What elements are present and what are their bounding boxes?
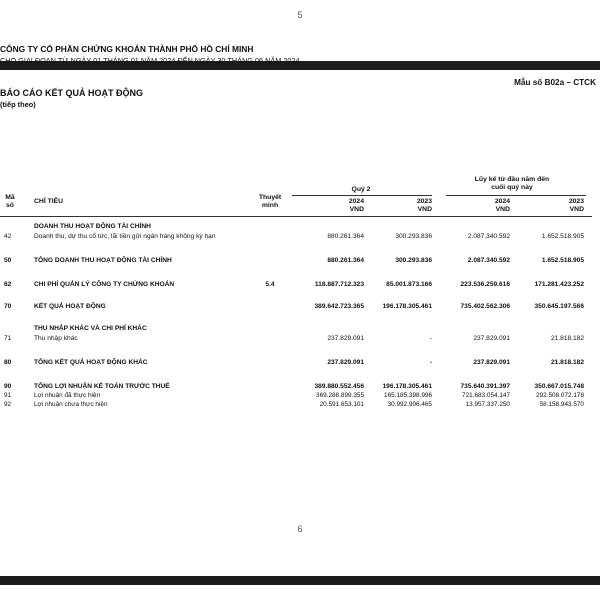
company-name: CÔNG TY CỔ PHẦN CHỨNG KHOÁN THÀNH PHỐ HỒ CHÍ MINH	[0, 44, 254, 54]
table-row: THU NHẬP KHÁC VÀ CHI PHÍ KHÁC	[34, 325, 147, 332]
header-q-2024-unit: VND	[349, 206, 364, 213]
table-row: 90 TỔNG LỢI NHUẬN KẾ TOÁN TRƯỚC THUẾ 389.880.552.456 196.178.305.461 735.640.391.397 350.667.015.748	[4, 383, 584, 390]
header-code: Mã số	[5, 194, 15, 209]
header-bottom-rule	[0, 216, 592, 217]
table-row: 62 CHI PHÍ QUẢN LÝ CÔNG TY CHỨNG KHOÁN 5.4 118.887.712.323 85.001.873.166 223.536.259.616 171.281.423.252	[4, 281, 584, 288]
header-quarter: Quý 2	[351, 186, 371, 193]
header-q-2024: 2024	[348, 198, 364, 205]
header-q-2023-unit: VND	[417, 206, 432, 213]
header-ytd-2024-unit: VND	[495, 206, 510, 213]
table-row: 92 Lợi nhuận chưa thực hiện 20.591.653.101 30.992.906.465 13.957.337.250 58.158.943.570	[4, 401, 584, 408]
page-number-top: 5	[297, 10, 303, 20]
table-row: 70 KẾT QUẢ HOẠT ĐỘNG 389.642.723.365 196.178.305.461 735.402.562.306 350.645.197.566	[4, 303, 584, 310]
page-number-bottom: 6	[297, 524, 303, 534]
header-ytd-2023: 2023	[568, 198, 584, 205]
header-item: CHỈ TIÊU	[34, 198, 64, 205]
header-quarter-rule	[292, 195, 432, 196]
header-note: Thuyết minh	[258, 194, 282, 209]
table-row: 91 Lợi nhuận đã thực hiện 369.288.899.355 165.185.398.996 721.683.054.147 292.508.072.178	[4, 392, 584, 399]
report-title: BÁO CÁO KẾT QUẢ HOẠT ĐỘNG	[0, 88, 143, 98]
table-row: 80 TỔNG KẾT QUẢ HOẠT ĐỘNG KHÁC 237.829.091 - 237.829.091 21.818.182	[4, 359, 584, 366]
table-row: 50 TỔNG DOANH THU HOẠT ĐỘNG TÀI CHÍNH 880.261.364 300.293.836 2.087.340.592 1.652.518.905	[4, 257, 584, 264]
document-page	[0, 44, 600, 530]
table-row: 71 Thu nhập khác 237.829.091 - 237.829.091 21.818.182	[4, 335, 584, 342]
table-row: DOANH THU HOẠT ĐỘNG TÀI CHÍNH	[34, 223, 151, 230]
report-subtitle: (tiếp theo)	[0, 100, 36, 109]
scan-edge-bottom	[0, 576, 600, 585]
header-ytd-rule	[446, 195, 586, 196]
header-q-2023: 2023	[416, 198, 432, 205]
form-code: Mẫu số B02a – CTCK	[514, 78, 596, 87]
table-row: 42 Doanh thu, dự thu cổ tức, lãi tiền gửi ngân hàng không kỳ hạn 880.261.364 300.293.836 2.087.340.592 1.652.518.905	[4, 233, 584, 240]
header-ytd-2024: 2024	[494, 198, 510, 205]
report-period: CHO GIAI ĐOẠN TỪ NGÀY 01 THÁNG 01 NĂM 2024 ĐẾN NGÀY 30 THÁNG 06 NĂM 2024	[0, 56, 300, 65]
header-ytd: Lũy kế từ đầu năm đến cuối quý này	[474, 176, 550, 191]
header-ytd-2023-unit: VND	[569, 206, 584, 213]
